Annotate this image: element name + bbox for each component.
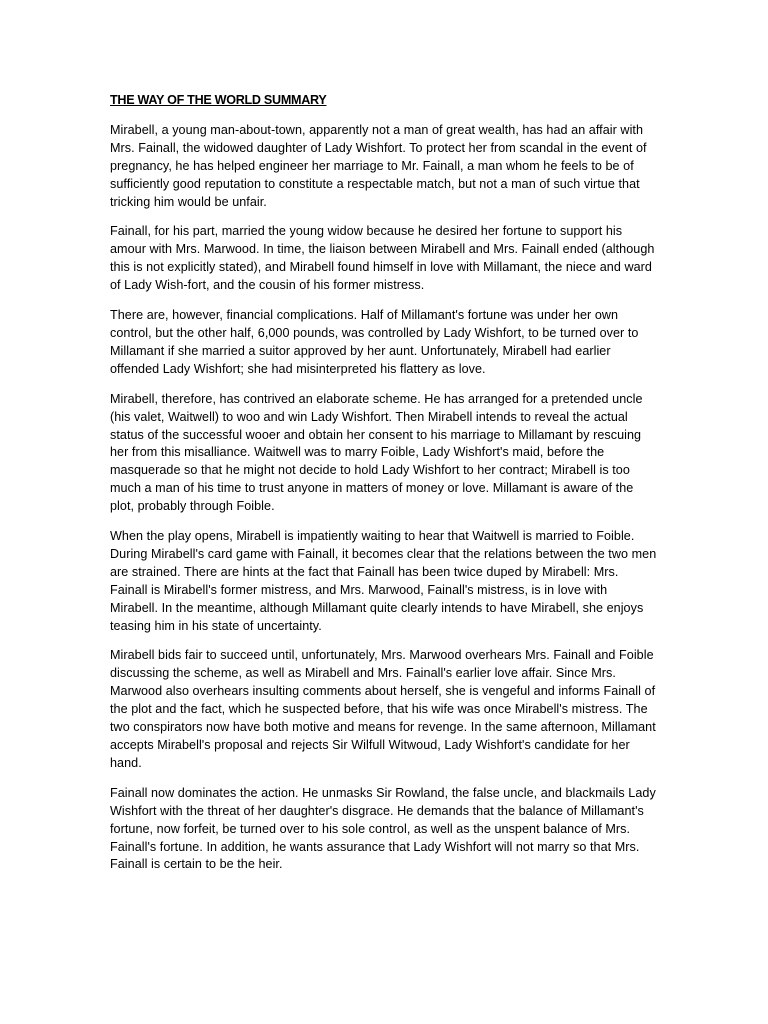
paragraph-1: Mirabell, a young man-about-town, apparently not a man of great wealth, has had an affair with Mrs. Fainall, the widowed daughter of Lady Wishfort. To protect her from scandal in the event of pregnancy, he has helped engineer her marriage to Mr. Fainall, a man whom he feels to be of sufficiently good reputation to constitute a respectable match, but not a man of such virtue that tricking him would be unfair. (110, 122, 647, 209)
document-page (110, 92, 658, 886)
paragraph-3: There are, however, financial complications. Half of Millamant's fortune was under her own control, but the other half, 6,000 pounds, was controlled by Lady Wishfort, to be turned over to Millamant if she married a suitor approved by her aunt. Unfortunately, Mirabell had earlier offended Lady Wishfort; she had misinterpreted his flattery as love. (110, 308, 639, 376)
paragraph-2: Fainall, for his part, married the young widow because he desired her fortune to support his amour with Mrs. Marwood. In time, the liaison between Mirabell and Mrs. Fainall ended (although this is not explicitly stated), and Mirabell found himself in love with Millamant, the niece and ward of Lady Wish-fort, and the cousin of his former mistress. (110, 224, 655, 293)
paragraph-4: Mirabell, therefore, has contrived an elaborate scheme. He has arranged for a pretended uncle (his valet, Waitwell) to woo and win Lady Wishfort. Then Mirabell intends to reveal the actual status of the successful wooer and obtain her consent to his marriage to Millamant by rescuing her from this misalliance. Waitwell was to marry Foible, Lady Wishfort's maid, before the masquerade so that he might not decide to hold Lady Wishfort to her contract; Mirabell is too much a man of his time to trust anyone in matters of money or love. Millamant is aware of the plot, probably through Foible. (110, 391, 643, 514)
paragraph-5: When the play opens, Mirabell is impatiently waiting to hear that Waitwell is married to Foible. During Mirabell's card game with Fainall, it becomes clear that the relations between the two men are strained. There are hints at the fact that Fainall has been twice duped by Mirabell: Mrs. Fainall is Mirabell's former mistress, and Mrs. Marwood, Fainall's mistress, is in love with Mirabell. In the meantime, although Millamant quite clearly intends to have Mirabell, she enjoys teasing him in his state of uncertainty. (110, 529, 657, 633)
document-title: THE WAY OF THE WORLD SUMMARY (110, 93, 327, 107)
paragraph-7: Fainall now dominates the action. He unmasks Sir Rowland, the false uncle, and blackmails Lady Wishfort with the threat of her daughter's disgrace. He demands that the balance of Millamant's fortune, now forfeit, be turned over to his sole control, as well as the unspent balance of Mrs. Fainall's fortune. In addition, he wants assurance that Lady Wishfort will not marry so that Mrs. Fainall is certain to be the heir. (110, 785, 656, 872)
paragraph-6: Mirabell bids fair to succeed until, unfortunately, Mrs. Marwood overhears Mrs. Fainall and Foible discussing the scheme, as well as Mirabell and Mrs. Fainall's earlier love affair. Since Mrs. Marwood also overhears insulting comments about herself, she is vengeful and informs Fainall of the plot and the fact, which he suspected before, that his wife was once Mirabell's mistress. The two conspirators now have both motive and means for revenge. In the same afternoon, Millamant accepts Mirabell's proposal and rejects Sir Wilfull Witwoud, Lady Wishfort's candidate for her hand. (110, 648, 656, 770)
